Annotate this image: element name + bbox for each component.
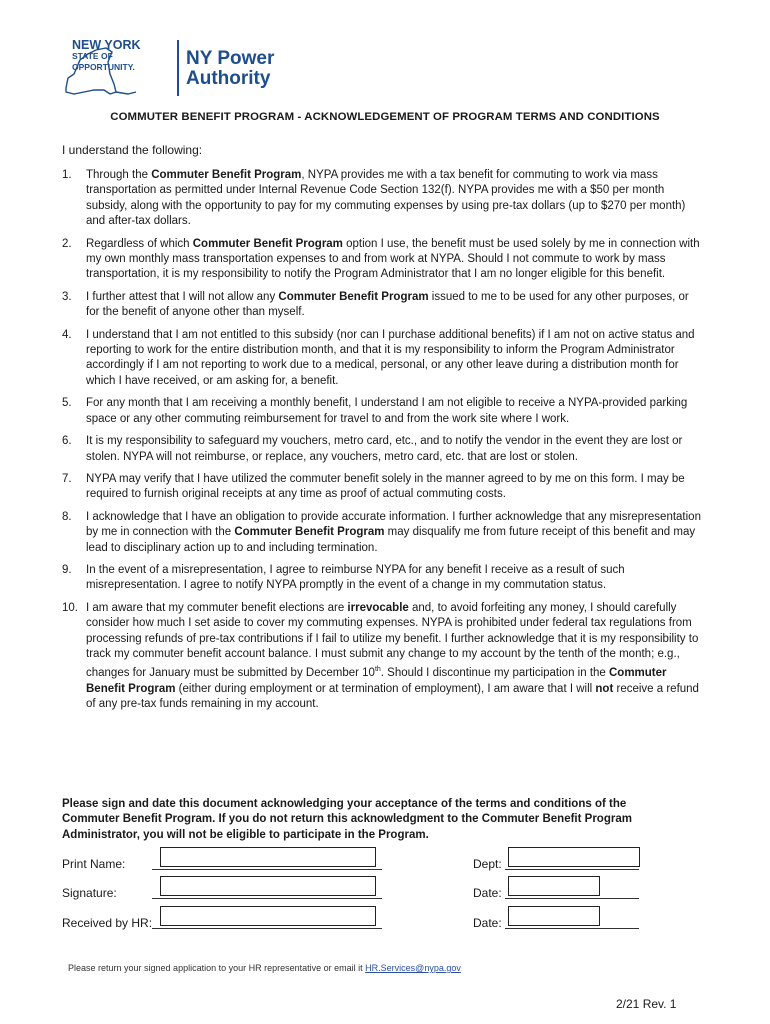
signature-label: Signature: (62, 886, 117, 900)
term-text: and, to avoid forfeiting any money, I should carefully consider how much I set aside to cover my commuting expenses. NYPA is prohibited under federal tax regulations from processing refunds of pre-tax contributions if I fail to utilize my benefit. I further acknowledge that it is my responsibility to track my commuter benefit account balance. I must submit any change to my account by the tenth of the month; e.g., changes for January must be submitted by December 10 (86, 601, 699, 680)
term-text: option I use, the benefit must be used solely by me in connection with my own monthly mass transportation expenses to and from work at NYPA. Should I not commute to work by mass transportation, it is my responsibility to notify the Program Administrator that I am no longer eligible for this benefit. (86, 237, 700, 281)
intro-text: I understand the following: (62, 143, 203, 157)
term-item-2 (62, 237, 702, 283)
date-line-2 (505, 928, 639, 929)
term-emphasis: Commuter Benefit Program (151, 169, 302, 181)
revision-label: 2/21 Rev. 1 (616, 997, 677, 1011)
term-text: may disqualify me from future receipt of this benefit and may lead to disciplinary action up to and including termination. (86, 526, 696, 554)
term-text: I acknowledge that I have an obligation to provide accurate information. I further acknowledge that any misrepresentation by me in connection with the (86, 510, 701, 539)
date-label-1: Date: (473, 886, 502, 900)
term-number: 6. (62, 435, 72, 448)
nys-logo-text (72, 40, 141, 73)
term-item-7 (62, 472, 702, 503)
page-title: COMMUTER BENEFIT PROGRAM - ACKNOWLEDGEMENT OF PROGRAM TERMS AND CONDITIONS (110, 111, 660, 123)
term-number: 4. (62, 328, 72, 341)
print-name-line (152, 869, 382, 870)
term-text: NYPA may verify that I have utilized the commuter benefit solely in the manner agreed to by me on this form. I may be required to furnish original receipts at any time as proof of actual commuting costs. (86, 472, 685, 501)
print-name-input[interactable] (160, 847, 376, 867)
term-item-9 (62, 563, 702, 594)
term-number: 3. (62, 290, 72, 303)
signature-line (152, 898, 382, 899)
term-emphasis: Commuter Benefit Program (192, 237, 343, 250)
term-text: I am aware that my commuter benefit elections are (86, 601, 348, 614)
term-emphasis: Commuter Benefit Program (86, 667, 667, 695)
received-by-hr-label: Received by HR: (62, 916, 153, 930)
term-text: (either during employment or at termination of employment), I am aware that I will (175, 682, 596, 695)
received-by-hr-line (152, 928, 382, 929)
logo-divider (177, 40, 179, 96)
term-number: 10. (62, 601, 78, 614)
logo-line-3: OPPORTUNITY. (72, 62, 135, 72)
hr-email-link[interactable]: HR.Services@nypa.gov (365, 963, 461, 973)
term-emphasis: Commuter Benefit Program (234, 526, 385, 539)
logo-org-line-2: Authority (186, 68, 271, 89)
term-text: , NYPA provides me with a tax benefit for commuting to work via mass transportation as permitted under Internal Revenue Code Section 132(f). NYPA provides me with a $50 per month subsidy, along with the opportunity to pay for my commuting expenses by using pre-tax dollars (up to $270 per month) and after-tax dollars. (86, 169, 686, 228)
term-number: 7. (62, 472, 72, 485)
term-text: In the event of a misrepresentation, I agree to reimburse NYPA for any benefit I receive as a result of such misrepresentation. I agree to notify NYPA promptly in the event of a change in my commutation status. (86, 563, 625, 592)
received-by-hr-input[interactable] (160, 906, 376, 926)
term-item-4 (62, 328, 702, 390)
sign-notice: Please sign and date this document acknowledging your acceptance of the terms and conditions of the Commuter Benefit Program. If you do not return this acknowledgment to the Commuter Benefit Program Administrator, you will not be eligible to participate in the Program. (62, 798, 632, 841)
term-item-8 (62, 510, 702, 556)
term-item-10 (62, 601, 702, 713)
dept-input[interactable] (508, 847, 640, 867)
term-emphasis: irrevocable (347, 601, 409, 614)
term-number: 1. (62, 169, 72, 181)
logo-org-line-1: NY Power (186, 48, 275, 69)
term-text: It is my responsibility to safeguard my vouchers, metro card, etc., and to notify the vendor in the event they are lost or stolen. NYPA will not reimburse, or replace, any vouchers, metro card, etc. that are lost or stolen. (86, 435, 683, 463)
term-text: For any month that I am receiving a monthly benefit, I understand I am not eligible to receive a NYPA-provided parking space or any other commuting reimbursement for travel to and from the work site where I work. (86, 397, 688, 425)
footer-note (68, 963, 461, 973)
term-item-6 (62, 434, 702, 465)
term-number: 8. (62, 510, 72, 523)
term-number: 9. (62, 563, 72, 576)
terms-list (62, 168, 702, 719)
term-text: . Should I discontinue my participation in the (380, 667, 609, 680)
term-emphasis: not (595, 682, 614, 695)
term-text: receive a refund of any pre-tax funds remaining in my account. (86, 682, 699, 711)
signature-input[interactable] (160, 876, 376, 896)
term-text: Regardless of which (86, 237, 193, 250)
term-number: 5. (62, 397, 72, 410)
term-item-1 (62, 168, 702, 230)
term-emphasis: Commuter Benefit Program (278, 290, 429, 303)
date-label-2: Date: (473, 916, 502, 930)
logo-line-2: STATE OF (72, 51, 113, 61)
logo-line-1: NEW YORK (72, 38, 141, 52)
term-item-5 (62, 396, 702, 427)
date-input-1[interactable] (508, 876, 600, 896)
date-line-1 (505, 898, 639, 899)
dept-line (505, 869, 639, 870)
dept-label: Dept: (473, 857, 502, 871)
footer-text: Please return your signed application to your HR representative or email it (68, 963, 363, 973)
term-text: Through the (86, 169, 152, 181)
term-text: issued to me to be used for any other purposes, or for the benefit of anyone other than myself. (86, 290, 689, 319)
print-name-label: Print Name: (62, 857, 126, 871)
nypa-logo-text (186, 49, 274, 89)
term-number: 2. (62, 237, 72, 250)
term-text: I further attest that I will not allow any (86, 290, 279, 303)
date-input-2[interactable] (508, 906, 600, 926)
term-item-3 (62, 290, 702, 321)
term-text: I understand that I am not entitled to this subsidy (nor can I purchase additional benefits) if I am not on active status and reporting to work for the entire distribution month, and that it is my responsibility to inform the Program Administrator accordingly if I am not reporting to work due to a medical, personal, or any other leave during a distribution month for which I have received, or am asking for, a benefit. (86, 328, 695, 387)
term-text: th (374, 666, 381, 674)
